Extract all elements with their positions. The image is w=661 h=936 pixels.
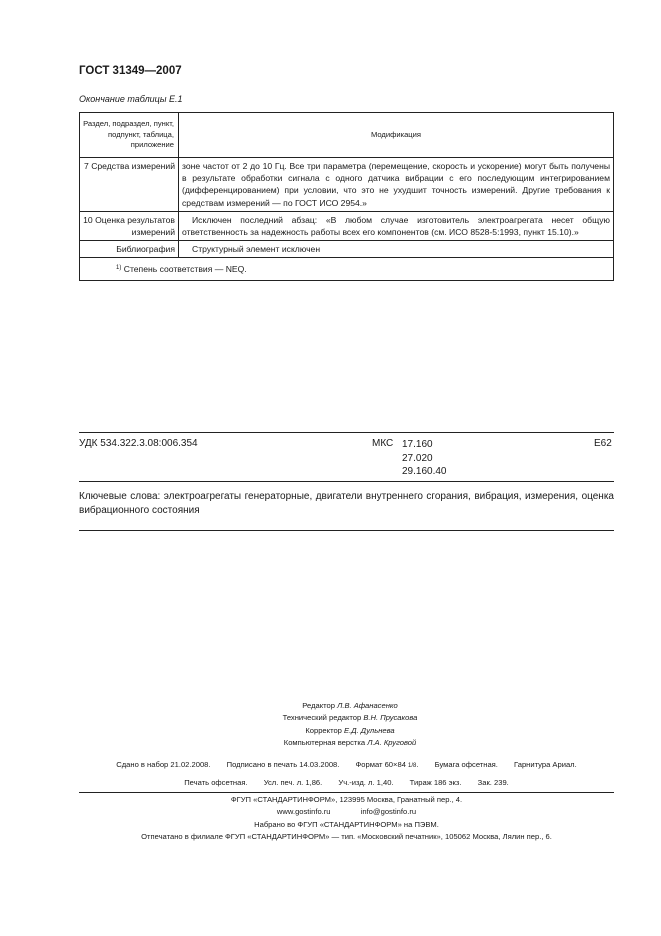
staff-role: Технический редактор	[282, 713, 362, 723]
staff-line	[200, 700, 500, 712]
printed-at-info: Отпечатано в филиале ФГУП «СТАНДАРТИНФОРМ» — тип. «Московский печатник», 105062 Москва, Лялин пер., 6.	[141, 831, 552, 841]
section-cell: Библиография	[80, 241, 179, 258]
publisher-website[interactable]: www.gostinfo.ru	[276, 807, 331, 817]
udk-code: УДК 534.322.3.08:006.354	[79, 438, 198, 449]
signed-to-print: Подписано в печать 14.03.2008.	[226, 760, 340, 769]
section-cell: 7 Средства измерений	[80, 158, 179, 212]
staff-name: Е.Д. Дульнева	[344, 725, 395, 735]
format: Формат 60×84	[355, 760, 406, 769]
table-row	[80, 241, 614, 258]
typeface: Гарнитура Ариал.	[514, 760, 577, 769]
mks-code: 27.020	[402, 452, 433, 464]
keywords: Ключевые слова: электроагрегаты генераторные, двигатели внутреннего сгорания, вибрация, измерения, оценка вибрационного состояния	[79, 491, 614, 516]
publisher-sheets: Уч.-изд. л. 1,40.	[338, 777, 394, 787]
modification-cell: Структурный элемент исключен	[179, 241, 614, 258]
publisher-address: ФГУП «СТАНДАРТИНФОРМ», 123995 Москва, Гранатный пер., 4.	[230, 795, 463, 804]
publisher-contacts	[79, 806, 614, 818]
publisher-email[interactable]: info@gostinfo.ru	[360, 807, 417, 817]
staff-line	[200, 712, 500, 724]
publisher-info	[79, 794, 614, 843]
staff-name: Л.В. Афанасенко	[337, 701, 398, 710]
bottom-divider	[79, 530, 614, 531]
section-cell: 10 Оценка результатов измерений	[80, 211, 179, 240]
order-number: Зак. 239.	[477, 777, 509, 787]
sent-to-set: Сдано в набор 21.02.2008.	[116, 760, 211, 769]
modifications-table	[79, 112, 614, 281]
paper: Бумага офсетная.	[434, 760, 498, 769]
typeset-info: Набрано во ФГУП «СТАНДАРТИНФОРМ» на ПЭВМ.	[254, 819, 439, 829]
printed-sheets: Усл. печ. л. 1,86.	[263, 777, 323, 787]
footnote-mark: 1)	[116, 265, 122, 272]
table-row	[80, 211, 614, 240]
mks-code: 29.160.40	[402, 466, 447, 477]
print-info-line	[79, 775, 614, 792]
staff-name: Л.А. Круговой	[367, 738, 417, 748]
staff-role: Редактор	[302, 701, 335, 710]
okp-code: Е62	[594, 438, 612, 449]
table-header-row	[80, 113, 614, 158]
table-caption: Окончание таблицы Е.1	[79, 94, 183, 104]
print-info-line: Сдано в набор 21.02.2008. Подписано в печать 14.03.2008. Формат 60×84 1/8. Бумага офсетная. Гарнитура Ариал.	[116, 760, 577, 769]
document-code: ГОСТ 31349—2007	[79, 65, 182, 77]
header-section-cell: Раздел, подраздел, пункт, подпункт, таблица, приложение	[80, 113, 179, 158]
staff-line	[200, 725, 500, 737]
print-info	[79, 757, 614, 791]
footnote-text: Степень соответствия — NEQ.	[123, 264, 247, 275]
mks-label: МКС	[372, 438, 394, 449]
table-footnote-row	[80, 258, 614, 281]
print-type: Печать офсетная.	[184, 777, 248, 787]
staff-name: В.Н. Прусакова	[363, 713, 418, 723]
staff-role: Компьютерная верстка	[283, 738, 366, 748]
table-row	[80, 158, 614, 212]
header-modification-cell: Модификация	[179, 113, 614, 158]
top-divider	[79, 432, 614, 433]
modification-cell: зоне частот от 2 до 10 Гц. Все три параметра (перемещение, скорость и ускорение) могут быть получены в результате обработки сигнала с одного датчика вибрации с его последующим интегрированием (дифференцированием) при условии, что это не ухудшит точность измерений. Другие требования к средствам измерений — по ГОСТ ИСО 2954.»	[179, 158, 614, 212]
publisher-divider	[79, 792, 614, 793]
circulation: Тираж 186 экз.	[409, 777, 462, 787]
mks-code: 17.160	[402, 439, 433, 450]
staff-line	[200, 737, 500, 749]
mks-codes	[402, 438, 447, 479]
staff-role: Корректор	[305, 725, 342, 735]
modification-cell: Исключен последний абзац: «В любом случае изготовитель электроагрегата несет общую ответственность за надежность работы всех его компонентов (см. ИСО 8528-5:1993, пункт 15.10).»	[179, 211, 614, 240]
middle-divider	[79, 481, 614, 482]
format-fraction: 1/8	[408, 763, 417, 769]
staff-credits	[200, 700, 500, 750]
footnote-cell	[80, 258, 614, 281]
